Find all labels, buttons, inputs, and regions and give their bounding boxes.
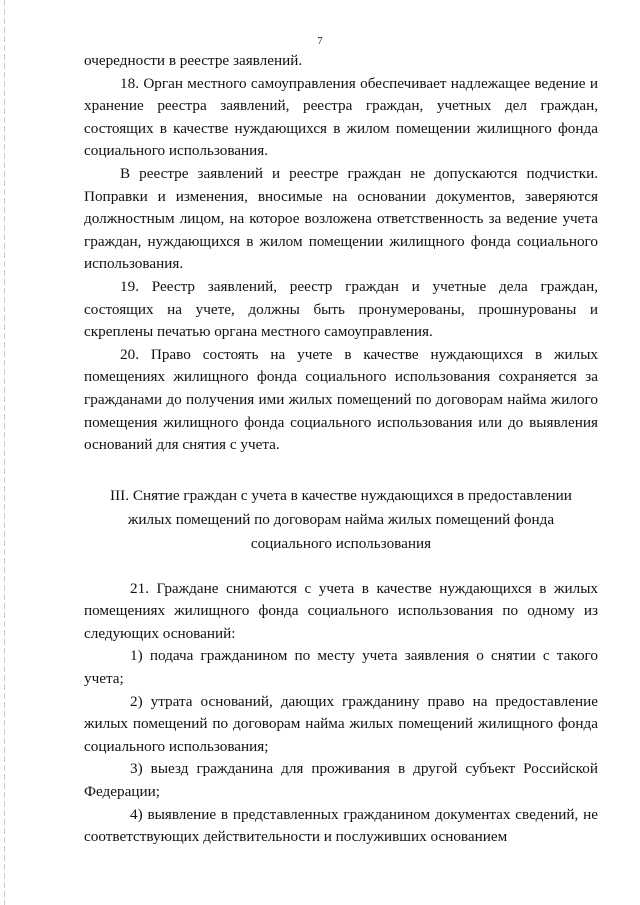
paragraph-continuation: очередности в реестре заявлений. <box>84 52 303 69</box>
list-item-2: 2) утрата оснований, дающих гражданину право на предоставление жилых помещений по договорам найма жилых помещений жилищного фонда социального использования; <box>84 692 598 755</box>
paragraph-item-18: 18. Орган местного самоуправления обеспечивает надлежащее ведение и хранение реестра заявлений, реестра граждан, учетных дел граждан, состоящих в качестве нуждающихся в жилом помещении жилищного фонда социального использования. <box>84 74 598 160</box>
list-item-1: 1) подача гражданином по месту учета заявления о снятии с такого учета; <box>84 647 598 688</box>
document-body <box>84 50 598 849</box>
list-item-3: 3) выезд гражданина для проживания в другой субъект Российской Федерации; <box>84 760 598 801</box>
page-number: 7 <box>317 35 323 47</box>
section-heading-line-3: социального использования <box>250 534 432 552</box>
section-heading-line-2: жилых помещений по договорам найма жилых помещений фонда <box>127 510 555 528</box>
section-heading-line-1: III. Снятие граждан с учета в качестве нуждающихся в предоставлении <box>110 486 572 504</box>
paragraph-register-corrections: В реестре заявлений и реестре граждан не допускаются подчистки. Поправки и изменения, вносимые на основании документов, заверяются должностным лицом, на которое возложена ответственность за ведение учета граждан, нуждающихся в жилом помещении жилищного фонда социального использования. <box>84 164 598 273</box>
scan-border <box>4 0 5 905</box>
paragraph-item-19: 19. Реестр заявлений, реестр граждан и учетные дела граждан, состоящих на учете, должны быть пронумерованы, прошнурованы и скреплены печатью органа местного самоуправления. <box>84 277 598 341</box>
list-item-4: 4) выявление в представленных гражданином документах сведений, не соответствующих действительности и послуживших основанием <box>84 805 598 846</box>
paragraph-item-21: 21. Граждане снимаются с учета в качестве нуждающихся в жилых помещениях жилищного фонда социального использования по одному из следующих оснований: <box>84 579 598 642</box>
section-heading <box>84 484 598 556</box>
paragraph-item-20: 20. Право состоять на учете в качестве нуждающихся в жилых помещениях жилищного фонда социального использования сохраняется за гражданами до получения ими жилых помещений по договорам найма жилого помещения жилищного фонда социального использования или до выявления оснований для снятия с учета. <box>84 345 598 454</box>
